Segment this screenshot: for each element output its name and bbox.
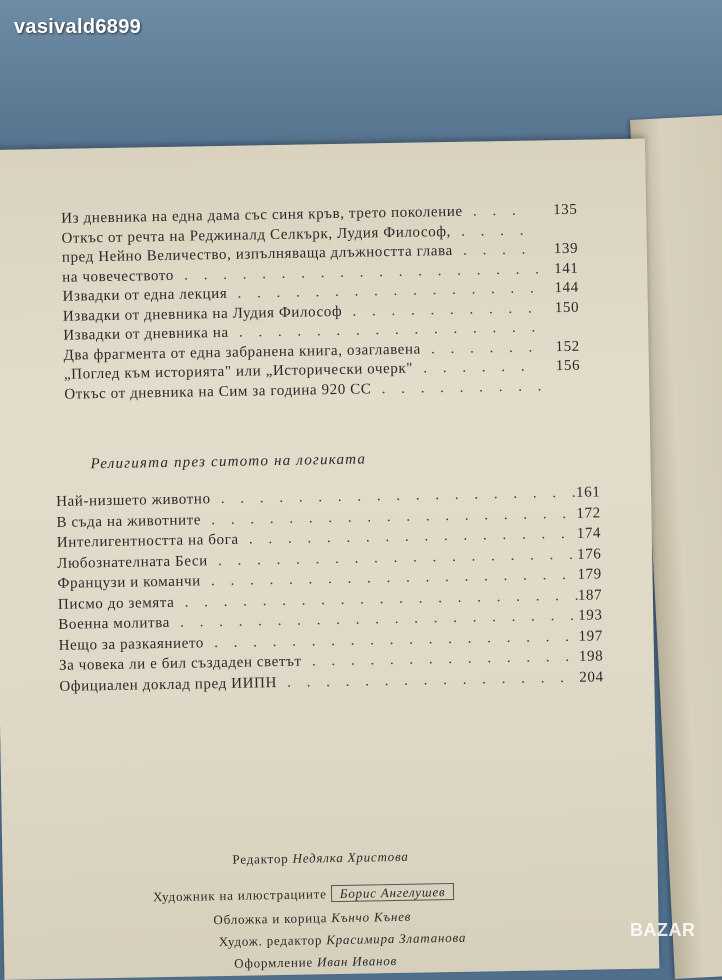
toc-title: пред Нейно Величество, изпълняваща длъжността глава bbox=[62, 243, 453, 267]
credit-editor-name: Недялка Христова bbox=[292, 849, 408, 866]
toc-leader-dots: . . . . bbox=[461, 222, 530, 240]
toc-page-number: 179 bbox=[577, 566, 602, 583]
credit-art-editor bbox=[219, 930, 467, 950]
toc-page-number: 172 bbox=[576, 505, 601, 522]
toc-leader-dots: . . . . . . . . . . . . . . . . bbox=[237, 280, 540, 302]
toc-page-number: 144 bbox=[554, 280, 579, 297]
toc-page-number: 187 bbox=[578, 587, 603, 604]
toc-page-number: 176 bbox=[577, 546, 602, 563]
toc-title: Извадки от дневника на bbox=[63, 325, 229, 345]
watermark: vasivald6899 bbox=[14, 16, 141, 39]
toc-page-number: 161 bbox=[576, 484, 601, 501]
credit-editor-role: Редактор bbox=[232, 851, 288, 867]
toc-title: Два фрагмента от една забранена книга, озаглавена bbox=[63, 341, 421, 364]
toc-title: Откъс от речта на Реджиналд Селкърк, Лудия Философ, bbox=[61, 223, 451, 247]
credit-cover-name: Кънчо Кънев bbox=[331, 909, 411, 925]
toc-page-number: 197 bbox=[578, 628, 603, 645]
toc-leader-dots: . . . . . . . . . . . . . . . . . . . . . bbox=[185, 587, 585, 611]
toc-page-number: 139 bbox=[554, 241, 579, 258]
credit-art-editor-role: Худож. редактор bbox=[219, 932, 323, 949]
toc-title: Най-низшето животно bbox=[56, 491, 211, 511]
credit-art-editor-name: Красимира Златанова bbox=[326, 930, 466, 947]
toc-leader-dots: . . . . . . . . . . . . . . . . . . . bbox=[221, 485, 582, 508]
credit-illustrator-name: Борис Ангелушев bbox=[331, 883, 455, 902]
toc-title: Нещо за разкаянието bbox=[59, 635, 205, 655]
toc-page-number: 150 bbox=[555, 299, 580, 316]
toc-title: Официален доклад пред ИИПН bbox=[59, 675, 277, 696]
toc-page-number: 156 bbox=[556, 358, 581, 375]
credit-cover-role: Обложка и корица bbox=[213, 910, 327, 927]
toc-title: Французи и команчи bbox=[57, 573, 201, 592]
credit-cover bbox=[213, 909, 411, 928]
book-page bbox=[0, 139, 659, 980]
toc-title: Откъс от дневника на Сим за година 920 СС bbox=[64, 381, 371, 403]
toc-leader-dots: . . . . . . . . . . . . . . bbox=[312, 649, 576, 671]
toc-title: Интелигентността на бога bbox=[57, 532, 239, 552]
credit-tech bbox=[234, 953, 397, 972]
toc-title: „Поглед към историята" или „Исторически очерк" bbox=[64, 361, 413, 384]
toc-leader-dots: . . . . . . . . . . . . . . . . . . . bbox=[218, 546, 579, 569]
toc-title: Любознателната Беси bbox=[57, 553, 208, 573]
toc-leader-dots: . . . . . . . . . . . . . . . . . . . bbox=[211, 567, 572, 590]
toc-title: Извадки от дневника на Лудия Философ bbox=[63, 303, 343, 325]
credit-tech-role: Оформление bbox=[234, 954, 313, 970]
toc-leader-dots: . . . bbox=[473, 203, 522, 221]
toc-leader-dots: . . . . . . . . . . . . . . . . bbox=[239, 319, 542, 341]
toc-title: За човека ли е бил създаден светът bbox=[59, 654, 302, 675]
toc-leader-dots: . . . . . . . . . bbox=[382, 378, 548, 398]
credit-tech-name: Иван Иванов bbox=[317, 953, 397, 969]
toc-title: Писмо до земята bbox=[58, 594, 175, 613]
section-title: Религията през ситото на логиката bbox=[90, 451, 366, 473]
toc-page-number: 198 bbox=[579, 648, 604, 665]
credit-illustrator-role: Художник на илюстрациите bbox=[153, 886, 327, 904]
toc-leader-dots: . . . . . . . . . . . . . . . . . . . . . bbox=[180, 608, 580, 632]
toc-page-number: 193 bbox=[578, 607, 603, 624]
toc-leader-dots: . . . . . . . . . . . . . . . . . . . bbox=[211, 505, 572, 528]
toc-page-number: 141 bbox=[554, 260, 579, 277]
toc-title: Извадки от една лекция bbox=[62, 286, 227, 306]
credit-illustrator bbox=[153, 884, 455, 905]
toc-page-number: 152 bbox=[555, 338, 580, 355]
toc-leader-dots: . . . . . . . . . . . . . . . bbox=[287, 669, 570, 691]
toc-leader-dots: . . . . . . bbox=[431, 339, 539, 358]
toc-title: Из дневника на една дама със синя кръв, трето поколение bbox=[61, 204, 463, 228]
credit-editor bbox=[232, 849, 409, 868]
toc-leader-dots: . . . . . . . . . . . . . . . . . . . bbox=[214, 628, 575, 651]
toc-page-number: 135 bbox=[553, 202, 578, 219]
toc-leader-dots: . . . . . . bbox=[423, 359, 531, 378]
toc-page-number: 174 bbox=[577, 525, 602, 542]
bazar-logo: BAZAR bbox=[630, 920, 696, 941]
toc-leader-dots: . . . . . . . . . . bbox=[352, 300, 538, 320]
toc-leader-dots: . . . . . . . . . . . . . . . . . bbox=[249, 526, 571, 549]
toc-leader-dots: . . . . bbox=[463, 242, 532, 260]
toc-title: на човечеството bbox=[62, 267, 174, 286]
toc-page-number: 204 bbox=[579, 669, 604, 686]
toc-title: Военна молитва bbox=[58, 615, 170, 634]
toc-title: В съда на животните bbox=[56, 512, 201, 532]
toc-leader-dots: . . . . . . . . . . . . . . . . . . . bbox=[184, 261, 545, 284]
